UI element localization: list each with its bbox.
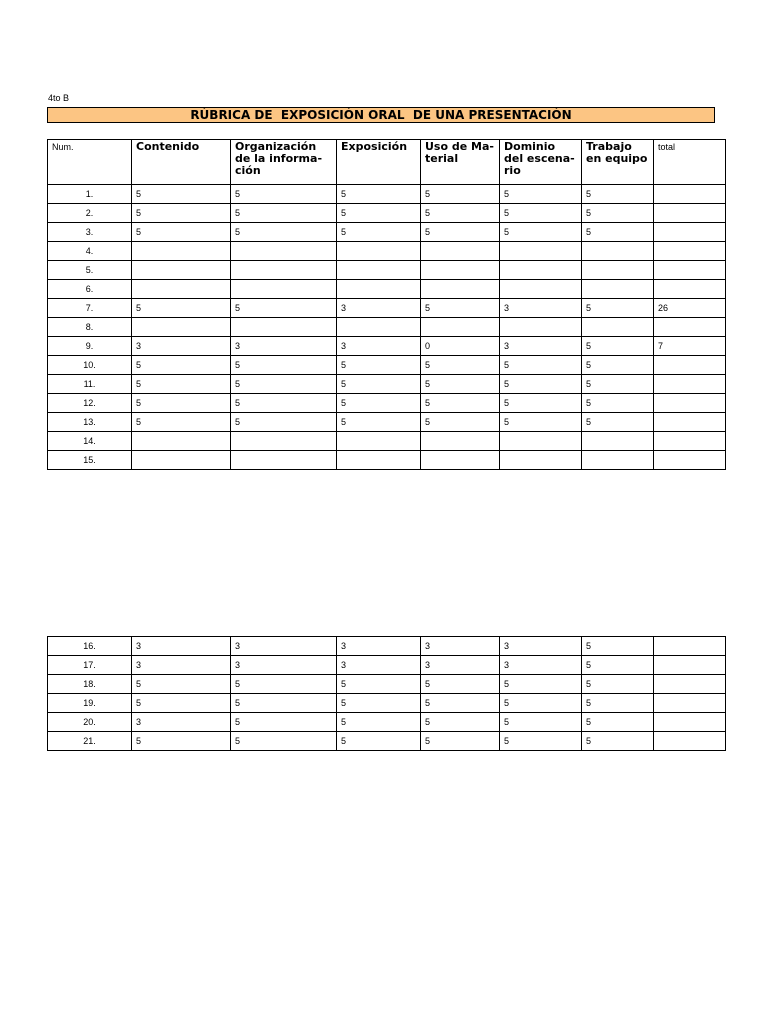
cell-contenido (132, 242, 231, 261)
cell-exposicion (337, 242, 421, 261)
cell-contenido: 5 (132, 394, 231, 413)
cell-trabajo (582, 280, 654, 299)
header-organizacion: Organización de la informa- ción (231, 140, 337, 185)
cell-organizacion: 5 (231, 299, 337, 318)
cell-total (654, 713, 726, 732)
cell-total (654, 375, 726, 394)
document-title: RÚBRICA DE EXPOSICIÓN ORAL DE UNA PRESENTACIÓN (47, 107, 715, 123)
cell-total (654, 204, 726, 223)
cell-trabajo: 5 (582, 299, 654, 318)
cell-exposicion: 5 (337, 375, 421, 394)
table-row (48, 713, 726, 732)
cell-dominio: 5 (500, 713, 582, 732)
cell-trabajo: 5 (582, 204, 654, 223)
cell-total (654, 394, 726, 413)
cell-uso-material (421, 318, 500, 337)
cell-num: 20. (48, 713, 132, 732)
cell-trabajo: 5 (582, 713, 654, 732)
cell-exposicion: 5 (337, 675, 421, 694)
table-row (48, 299, 726, 318)
cell-uso-material: 5 (421, 375, 500, 394)
cell-exposicion: 5 (337, 694, 421, 713)
cell-uso-material (421, 451, 500, 470)
cell-num: 2. (48, 204, 132, 223)
cell-contenido: 5 (132, 204, 231, 223)
table-row (48, 694, 726, 713)
table-row (48, 280, 726, 299)
cell-num: 17. (48, 656, 132, 675)
cell-exposicion: 5 (337, 204, 421, 223)
cell-uso-material: 5 (421, 185, 500, 204)
cell-trabajo: 5 (582, 185, 654, 204)
cell-uso-material: 5 (421, 394, 500, 413)
cell-total (654, 694, 726, 713)
cell-organizacion: 5 (231, 185, 337, 204)
table-row (48, 261, 726, 280)
table-row (48, 356, 726, 375)
cell-exposicion: 5 (337, 413, 421, 432)
cell-uso-material: 5 (421, 713, 500, 732)
cell-uso-material (421, 242, 500, 261)
cell-organizacion (231, 451, 337, 470)
cell-organizacion (231, 432, 337, 451)
cell-uso-material: 5 (421, 223, 500, 242)
cell-organizacion (231, 280, 337, 299)
cell-num: 8. (48, 318, 132, 337)
cell-uso-material: 5 (421, 675, 500, 694)
cell-total (654, 261, 726, 280)
cell-dominio: 3 (500, 299, 582, 318)
cell-num: 1. (48, 185, 132, 204)
cell-exposicion: 5 (337, 356, 421, 375)
cell-exposicion (337, 280, 421, 299)
rubric-table-bottom (47, 636, 726, 751)
cell-total (654, 675, 726, 694)
cell-contenido (132, 451, 231, 470)
cell-num: 13. (48, 413, 132, 432)
cell-total (654, 280, 726, 299)
cell-uso-material: 5 (421, 413, 500, 432)
cell-contenido (132, 261, 231, 280)
cell-organizacion: 5 (231, 356, 337, 375)
cell-dominio: 5 (500, 694, 582, 713)
cell-num: 18. (48, 675, 132, 694)
cell-trabajo (582, 242, 654, 261)
cell-contenido: 3 (132, 637, 231, 656)
cell-dominio: 3 (500, 337, 582, 356)
cell-contenido: 3 (132, 656, 231, 675)
cell-exposicion: 3 (337, 637, 421, 656)
table-row (48, 223, 726, 242)
cell-trabajo: 5 (582, 356, 654, 375)
cell-trabajo (582, 318, 654, 337)
table-row (48, 432, 726, 451)
cell-organizacion (231, 261, 337, 280)
cell-dominio: 5 (500, 413, 582, 432)
cell-contenido: 5 (132, 375, 231, 394)
header-uso-material: Uso de Ma- terial (421, 140, 500, 185)
rubric-table-top (47, 139, 726, 470)
cell-contenido: 5 (132, 675, 231, 694)
cell-dominio (500, 242, 582, 261)
header-num: Num. (48, 140, 132, 185)
cell-organizacion: 5 (231, 732, 337, 751)
cell-num: 21. (48, 732, 132, 751)
cell-exposicion: 5 (337, 732, 421, 751)
header-contenido: Contenido (132, 140, 231, 185)
cell-num: 14. (48, 432, 132, 451)
cell-contenido: 3 (132, 713, 231, 732)
cell-total (654, 637, 726, 656)
cell-contenido (132, 318, 231, 337)
cell-num: 11. (48, 375, 132, 394)
cell-trabajo (582, 451, 654, 470)
cell-exposicion (337, 432, 421, 451)
header-trabajo: Trabajo en equipo (582, 140, 654, 185)
cell-trabajo: 5 (582, 413, 654, 432)
cell-organizacion: 5 (231, 413, 337, 432)
cell-dominio: 5 (500, 394, 582, 413)
header-total: total (654, 140, 726, 185)
cell-trabajo: 5 (582, 732, 654, 751)
cell-organizacion: 3 (231, 337, 337, 356)
cell-contenido: 5 (132, 185, 231, 204)
cell-contenido: 5 (132, 732, 231, 751)
cell-organizacion: 5 (231, 204, 337, 223)
cell-total (654, 432, 726, 451)
cell-uso-material (421, 280, 500, 299)
cell-dominio: 5 (500, 375, 582, 394)
cell-trabajo: 5 (582, 675, 654, 694)
cell-total (654, 242, 726, 261)
table-row (48, 318, 726, 337)
cell-exposicion (337, 318, 421, 337)
cell-organizacion (231, 242, 337, 261)
cell-trabajo: 5 (582, 656, 654, 675)
cell-trabajo: 5 (582, 223, 654, 242)
cell-organizacion (231, 318, 337, 337)
cell-uso-material (421, 261, 500, 280)
cell-exposicion (337, 451, 421, 470)
cell-dominio (500, 451, 582, 470)
cell-dominio (500, 318, 582, 337)
cell-organizacion: 5 (231, 713, 337, 732)
cell-num: 16. (48, 637, 132, 656)
cell-uso-material: 5 (421, 356, 500, 375)
cell-exposicion (337, 261, 421, 280)
cell-num: 5. (48, 261, 132, 280)
cell-uso-material: 5 (421, 299, 500, 318)
cell-trabajo: 5 (582, 694, 654, 713)
cell-total (654, 413, 726, 432)
cell-contenido (132, 432, 231, 451)
cell-total (654, 451, 726, 470)
cell-total (654, 223, 726, 242)
cell-num: 3. (48, 223, 132, 242)
cell-total (654, 185, 726, 204)
cell-dominio: 3 (500, 637, 582, 656)
table-row (48, 185, 726, 204)
cell-dominio: 5 (500, 356, 582, 375)
class-label: 4to B (48, 93, 70, 103)
cell-num: 6. (48, 280, 132, 299)
table-row (48, 675, 726, 694)
cell-trabajo: 5 (582, 375, 654, 394)
cell-exposicion: 5 (337, 185, 421, 204)
header-exposicion: Exposición (337, 140, 421, 185)
table-row (48, 204, 726, 223)
cell-total (654, 656, 726, 675)
cell-exposicion: 3 (337, 299, 421, 318)
cell-trabajo: 5 (582, 394, 654, 413)
cell-contenido: 5 (132, 413, 231, 432)
cell-contenido: 5 (132, 223, 231, 242)
cell-dominio: 5 (500, 732, 582, 751)
cell-contenido: 5 (132, 299, 231, 318)
cell-organizacion: 5 (231, 675, 337, 694)
cell-trabajo: 5 (582, 337, 654, 356)
cell-dominio: 5 (500, 185, 582, 204)
cell-num: 9. (48, 337, 132, 356)
cell-uso-material: 5 (421, 694, 500, 713)
header-dominio: Dominio del escena- rio (500, 140, 582, 185)
cell-exposicion: 5 (337, 223, 421, 242)
cell-contenido: 5 (132, 694, 231, 713)
cell-dominio: 3 (500, 656, 582, 675)
cell-total (654, 356, 726, 375)
cell-organizacion: 3 (231, 656, 337, 675)
cell-exposicion: 3 (337, 656, 421, 675)
cell-uso-material (421, 432, 500, 451)
cell-num: 4. (48, 242, 132, 261)
table-row (48, 413, 726, 432)
cell-num: 12. (48, 394, 132, 413)
cell-trabajo (582, 261, 654, 280)
cell-dominio (500, 280, 582, 299)
cell-num: 7. (48, 299, 132, 318)
cell-uso-material: 5 (421, 204, 500, 223)
table-row (48, 656, 726, 675)
cell-total: 7 (654, 337, 726, 356)
cell-exposicion: 5 (337, 394, 421, 413)
cell-uso-material: 5 (421, 732, 500, 751)
cell-trabajo: 5 (582, 637, 654, 656)
table-row (48, 451, 726, 470)
table-row (48, 375, 726, 394)
cell-uso-material: 3 (421, 656, 500, 675)
cell-contenido: 3 (132, 337, 231, 356)
cell-num: 10. (48, 356, 132, 375)
table-row (48, 242, 726, 261)
cell-trabajo (582, 432, 654, 451)
cell-uso-material: 0 (421, 337, 500, 356)
cell-dominio: 5 (500, 204, 582, 223)
cell-dominio (500, 432, 582, 451)
cell-uso-material: 3 (421, 637, 500, 656)
cell-exposicion: 5 (337, 713, 421, 732)
cell-organizacion: 5 (231, 694, 337, 713)
cell-dominio: 5 (500, 223, 582, 242)
cell-contenido (132, 280, 231, 299)
cell-contenido: 5 (132, 356, 231, 375)
cell-num: 19. (48, 694, 132, 713)
cell-total (654, 732, 726, 751)
cell-dominio: 5 (500, 675, 582, 694)
cell-organizacion: 5 (231, 223, 337, 242)
cell-num: 15. (48, 451, 132, 470)
cell-exposicion: 3 (337, 337, 421, 356)
cell-organizacion: 5 (231, 394, 337, 413)
table-row (48, 337, 726, 356)
cell-total: 26 (654, 299, 726, 318)
cell-organizacion: 3 (231, 637, 337, 656)
cell-organizacion: 5 (231, 375, 337, 394)
table-row (48, 394, 726, 413)
cell-dominio (500, 261, 582, 280)
table-row (48, 732, 726, 751)
cell-total (654, 318, 726, 337)
table-row (48, 637, 726, 656)
table-header-row (48, 140, 726, 185)
